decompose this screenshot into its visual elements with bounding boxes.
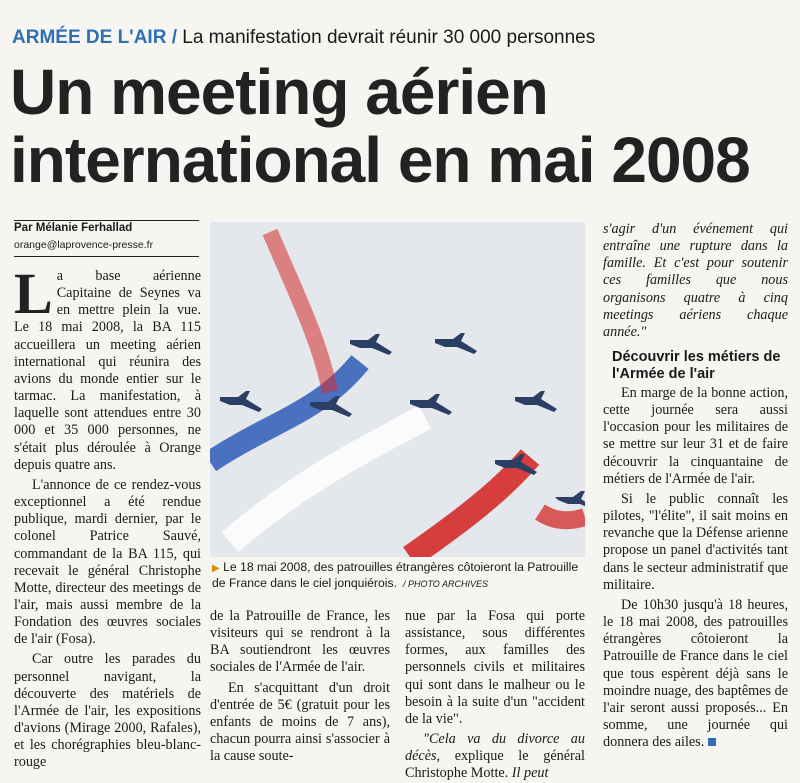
byline-email[interactable]: orange@laprovence-presse.fr: [14, 239, 154, 251]
paragraph: Si le public connaît les pilotes, "l'élite", il sait moins en revanche que la Défense arienne propose un panel d'activités tant dans le secteur administratif que militaire.: [603, 490, 788, 593]
section-label: ARMÉE DE L'AIR: [12, 27, 167, 48]
kicker-separator: /: [166, 27, 183, 48]
article-kicker: [12, 27, 792, 49]
article-column-2: [210, 608, 390, 765]
paragraph-text: a base aérienne Capitaine de Seynes va en mettre plein la vue. Le 18 mai 2008, la BA 115 accueillera un meeting aérien international qui réunira des avions du monde entier sur le tarmac. La manifestation, à laquelle sont attendues entre 30 000 et 35 000 personnes, ne s'était plus déroulée à Orange depuis quatre ans.: [14, 268, 201, 473]
paragraph: [14, 261, 201, 474]
paragraph: L'annonce de ce rendez-vous exceptionnel a été rendue publique, mardi dernier, par le colonel Patrice Sauvé, commandant de la BA 115, qui recevait le général Christophe Motte, directeur des meetings de l'air, mais aussi membre de la Fondation des œuvres sociales de l'air (Fosa).: [14, 476, 201, 648]
paragraph: En marge de la bonne action, cette journée sera aussi l'occasion pour les militaires de se mettre sur leur 31 et de faire découvrir la cinquantaine de métiers de l'Armée de l'air.: [603, 385, 788, 487]
byline-bottom-rule: [14, 256, 199, 257]
caption-text: Le 18 mai 2008, des patrouilles étrangères côtoieront la Patrouille de France dans le ciel jonquiérois.: [212, 560, 579, 590]
paragraph-text: explique le général Christophe Motte.: [405, 748, 585, 782]
red-smoke-trail-right: [540, 512, 585, 520]
byline-author: Par Mélanie Ferhallad: [14, 222, 133, 234]
paragraph: Car outre les parades du personnel navigant, la découverte des matériels de l'Armée de l'air, les expositions d'avions (Mirage 2000, Rafales), et les chorégraphies bleu-blanc-rouge: [14, 651, 201, 771]
article-column-3: [405, 608, 585, 783]
headline: [10, 58, 795, 194]
drop-cap: L: [14, 261, 53, 326]
quote-text: "Cela va du divorce au décès,: [405, 731, 585, 765]
paragraph: [405, 731, 585, 782]
paragraph: En s'acquittant d'un droit d'entrée de 5€ (gratuit pour les enfants de moins de 7 ans), chacun pourra ainsi s'associer à la cause soute-: [210, 679, 390, 765]
paragraph: [603, 597, 788, 751]
caption-arrow-icon: ▶: [212, 563, 220, 574]
byline-top-rule: [14, 220, 199, 221]
patrouille-de-france-photo: [210, 222, 585, 557]
end-mark-icon: [708, 738, 716, 746]
quote-paragraph: s'agir d'un événement qui entraîne une rupture dans la famille. Et c'est pour soutenir ces familles que nous organisons quatre à cinq meetings aériens chaque année.": [603, 221, 788, 340]
photo-caption: [212, 560, 587, 592]
paragraph: nue par la Fosa qui porte assistance, sous différentes formes, aux familles des personnels civils et militaires qui sont dans le malheur ou le besoin à la suite d'un "accident de la vie".: [405, 608, 585, 727]
quote-text: Il peut: [508, 765, 549, 782]
kicker-subtitle: La manifestation devrait réunir 30 000 personnes: [182, 27, 596, 48]
subheading: Découvrir les métiers de l'Armée de l'air: [612, 349, 781, 382]
article-column-1: [14, 261, 201, 772]
article-photo: [210, 222, 585, 557]
paragraph-text: De 10h30 jusqu'à 18 heures, le 18 mai 2008, des patrouilles étrangères côtoieront la Patrouille de France dans le ciel que tous espèrent déjà sans le moindre nuage, des baptêmes de l'air seront aussi proposés... En somme, une journée qui donnera des ailes.: [603, 596, 788, 751]
photo-credit: / PHOTO ARCHIVES: [402, 579, 488, 589]
paragraph: de la Patrouille de France, les visiteurs qui se rendront à la BA soutiendront les œuvres sociales de l'Armée de l'air.: [210, 608, 390, 676]
headline-line-1: Un meeting aérien: [10, 56, 548, 128]
article-column-4-continued: [603, 385, 788, 751]
article-column-4: [603, 221, 788, 341]
headline-line-2: international en mai 2008: [10, 124, 750, 196]
